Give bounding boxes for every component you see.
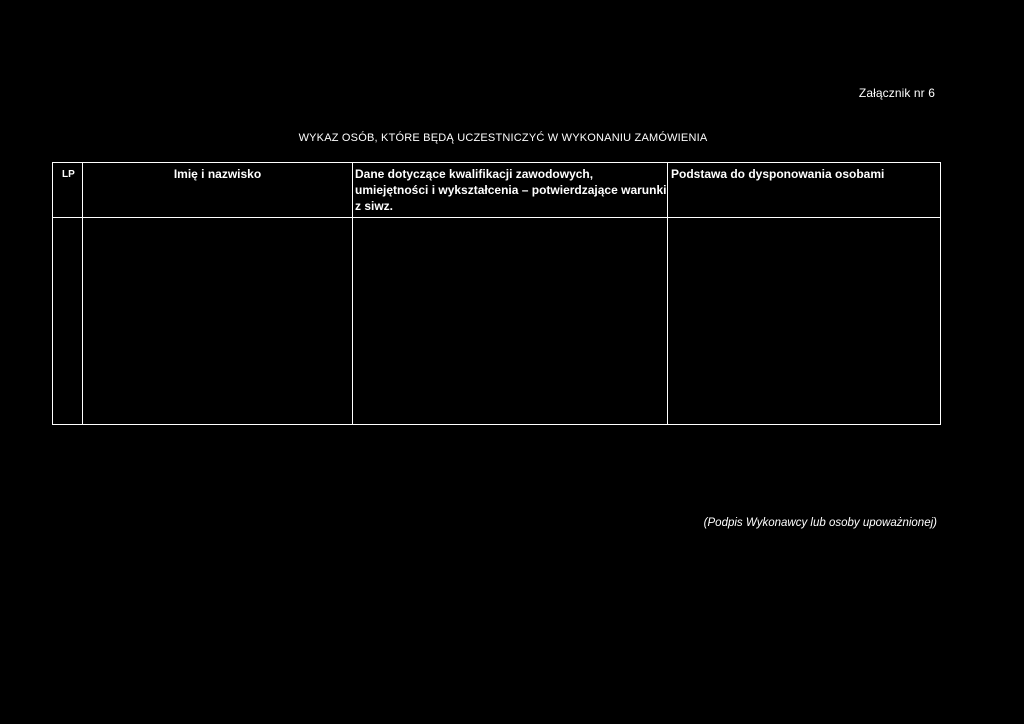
- document-title: WYKAZ OSÓB, KTÓRE BĘDĄ UCZESTNICZYĆ W WYKONANIU ZAMÓWIENIA: [298, 132, 708, 144]
- table-row: [53, 218, 941, 425]
- document-title-wrapper: [0, 132, 1024, 144]
- header-name: Imię i nazwisko: [83, 163, 353, 218]
- annex-label: Załącznik nr 6: [858, 86, 935, 100]
- table-header-row: [53, 163, 941, 218]
- cell-basis[interactable]: [668, 218, 941, 425]
- header-lp: LP: [53, 163, 83, 218]
- header-qualifications: Dane dotyczące kwalifikacji zawodowych, umiejętności i wykształcenia – potwierdzające warunki z siwz.: [353, 163, 668, 218]
- header-basis: Podstawa do dysponowania osobami: [668, 163, 941, 218]
- cell-name[interactable]: [83, 218, 353, 425]
- cell-lp[interactable]: [53, 218, 83, 425]
- persons-table: [52, 162, 941, 425]
- cell-qualifications[interactable]: [353, 218, 668, 425]
- signature-caption: (Podpis Wykonawcy lub osoby upoważnionej): [703, 517, 937, 529]
